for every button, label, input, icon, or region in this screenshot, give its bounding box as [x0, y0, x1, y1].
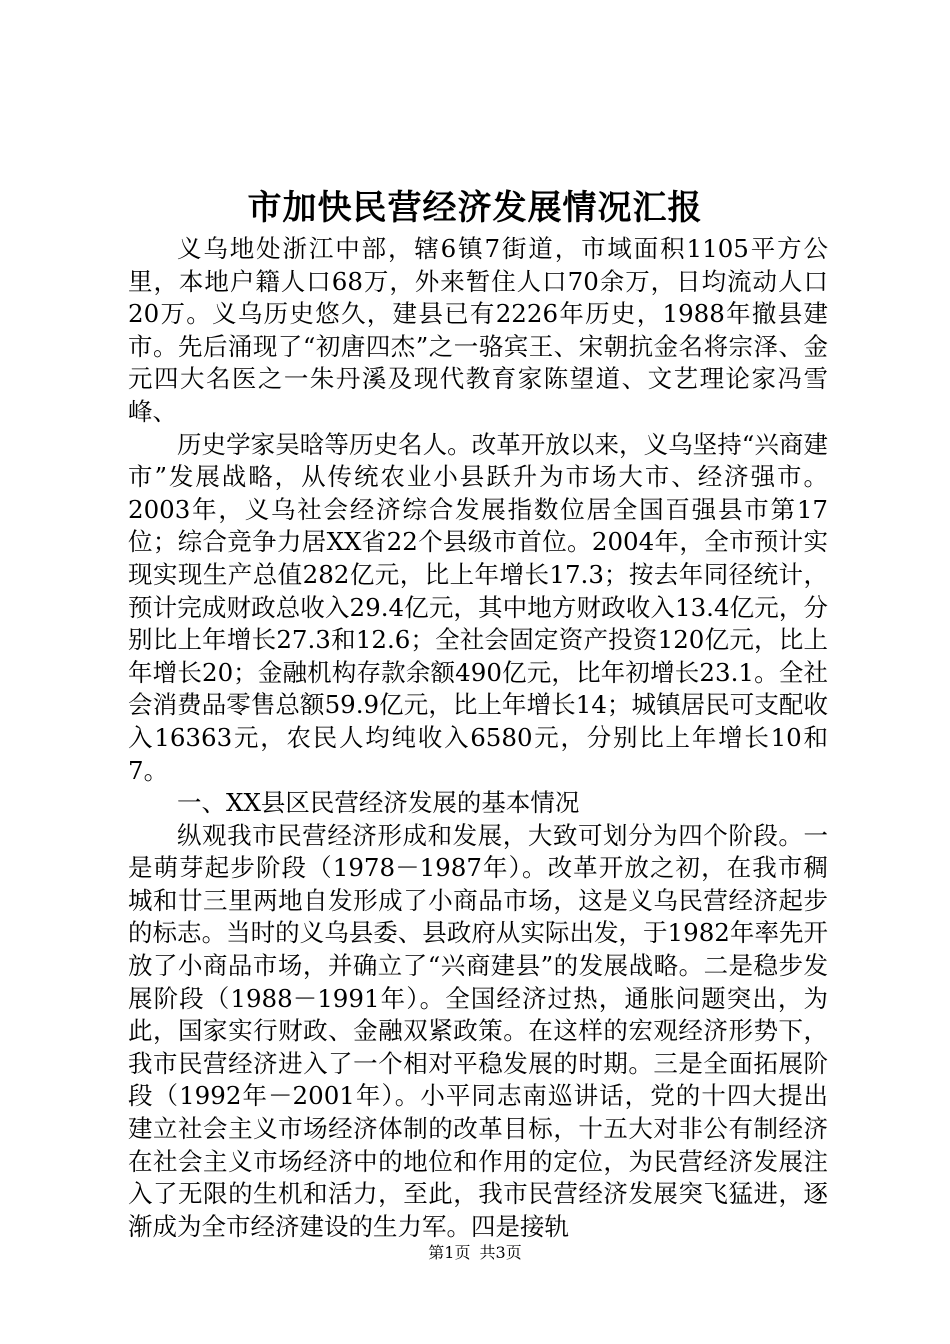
document-body: [128, 233, 828, 1243]
page-footer: [0, 1242, 950, 1264]
page-number: 第1页: [428, 1243, 471, 1262]
document-title: 市加快民营经济发展情况汇报: [247, 188, 703, 228]
body-paragraph: 纵观我市民营经济形成和发展，大致可划分为四个阶段。一是萌芽起步阶段（1978－1987年）。改革开放之初，在我市稠城和廿三里两地自发形成了小商品市场，这是义乌民营经济起步的标志。当时的义乌县委、县政府从实际出发，于1982年率先开放了小商品市场，并确立了“兴商建县”的发展战略。二是稳步发展阶段（1988－1991年）。全国经济过热，通胀问题突出，为此，国家实行财政、金融双紧政策。在这样的宏观经济形势下，我市民营经济进入了一个相对平稳发展的时期。三是全面拓展阶段（1992年－2001年）。小平同志南巡讲话，党的十四大提出建立社会主义市场经济体制的改革目标，十五大对非公有制经济在社会主义市场经济中的地位和作用的定位，为民营经济发展注入了无限的生机和活力，至此，我市民营经济发展突飞猛进，逐渐成为全市经济建设的生力军。四是接轨: [128, 820, 828, 1241]
section-heading: 一、XX县区民营经济发展的基本情况: [177, 788, 580, 818]
page-total: 共3页: [479, 1243, 522, 1262]
body-paragraph: 历史学家吴晗等历史名人。改革开放以来，义乌坚持“兴商建市”发展战略，从传统农业小县跃升为市场大市、经济强市。2003年，义乌社会经济综合发展指数位居全国百强县市第17位；综合竞争力居XX省22个县级市首位。2004年，全市预计实现实现生产总值282亿元，比上年增长17.3；按去年同径统计，预计完成财政总收入29.4亿元，其中地方财政收入13.4亿元，分别比上年增长27.3和12.6；全社会固定资产投资120亿元，比上年增长20；金融机构存款余额490亿元，比年初增长23.1。全社会消费品零售总额59.9亿元，比上年增长14；城镇居民可支配收入16363元，农民人均纯收入6580元，分别比上年增长10和7。: [128, 429, 828, 785]
body-paragraph: 义乌地处浙江中部，辖6镇7街道，市域面积1105平方公里，本地户籍人口68万，外来暂住人口70余万，日均流动人口20万。义乌历史悠久，建县已有2226年历史，1988年撤县建市。先后涌现了“初唐四杰”之一骆宾王、宋朝抗金名将宗泽、金元四大名医之一朱丹溪及现代教育家陈望道、文艺理论家冯雪峰、: [128, 234, 828, 426]
